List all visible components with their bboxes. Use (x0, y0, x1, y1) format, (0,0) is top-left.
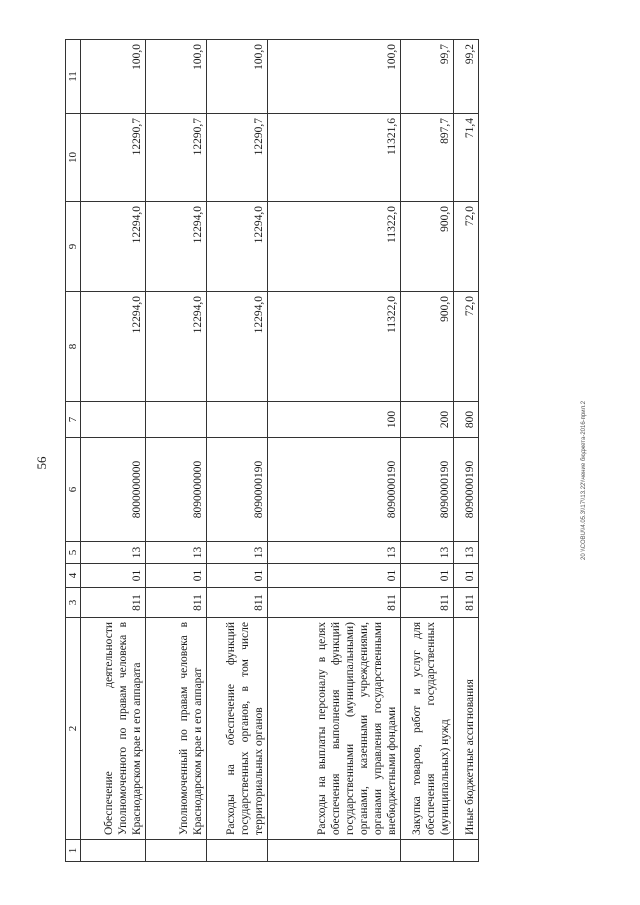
target-article-cell: 8000000000 (81, 438, 146, 542)
amount-cell: 11322,0 (268, 292, 401, 402)
description-cell: Уполномоченный по правам человека в Краснодарском крае и его аппарат (146, 618, 207, 840)
section-code-cell: 01 (207, 564, 268, 588)
amount-cell: 12290,7 (81, 114, 146, 202)
percent-cell: 100,0 (146, 40, 207, 114)
percent-cell: 99,7 (401, 40, 454, 114)
table-row (146, 40, 207, 862)
ministry-code-cell: 811 (401, 588, 454, 618)
row-number-cell (454, 840, 479, 862)
header-cell: 7 (66, 402, 81, 438)
ministry-code-cell: 811 (268, 588, 401, 618)
amount-cell: 12290,7 (207, 114, 268, 202)
percent-cell: 100,0 (81, 40, 146, 114)
amount-cell: 11321,6 (268, 114, 401, 202)
subsection-code-cell: 13 (268, 542, 401, 564)
header-cell: 5 (66, 542, 81, 564)
target-article-cell: 8090000190 (401, 438, 454, 542)
row-number-cell (207, 840, 268, 862)
amount-cell: 897,7 (401, 114, 454, 202)
subsection-code-cell: 13 (454, 542, 479, 564)
target-article-cell: 8090000190 (207, 438, 268, 542)
amount-cell: 12290,7 (146, 114, 207, 202)
amount-cell: 12294,0 (146, 202, 207, 292)
header-cell: 2 (66, 618, 81, 840)
target-article-cell: 8090000190 (268, 438, 401, 542)
ministry-code-cell: 811 (454, 588, 479, 618)
amount-cell: 900,0 (401, 202, 454, 292)
row-number-cell (401, 840, 454, 862)
subsection-code-cell: 13 (81, 542, 146, 564)
target-article-cell: 8090000000 (146, 438, 207, 542)
header-cell: 9 (66, 202, 81, 292)
subsection-code-cell: 13 (401, 542, 454, 564)
header-cell: 11 (66, 40, 81, 114)
header-cell: 6 (66, 438, 81, 542)
description-cell: Расходы на обеспечение функций государственных органов, в том числе территориальных органов (207, 618, 268, 840)
header-cell: 8 (66, 292, 81, 402)
expense-type-cell (146, 402, 207, 438)
amount-cell: 12294,0 (81, 202, 146, 292)
target-article-cell: 8090000190 (454, 438, 479, 542)
percent-cell: 100,0 (268, 40, 401, 114)
section-code-cell: 01 (268, 564, 401, 588)
description-cell: Расходы на выплаты персоналу в целях обеспечения выполнения функций государственными (муниципальными) органами, казенными учреждениями, органами управления государственными внебюджетными фондами (268, 618, 401, 840)
amount-cell: 12294,0 (81, 292, 146, 402)
section-code-cell: 01 (81, 564, 146, 588)
row-number-cell (268, 840, 401, 862)
header-cell: 3 (66, 588, 81, 618)
section-code-cell: 01 (146, 564, 207, 588)
row-number-cell (146, 840, 207, 862)
row-number-cell (81, 840, 146, 862)
amount-cell: 72,0 (454, 202, 479, 292)
subsection-code-cell: 13 (207, 542, 268, 564)
table-header-row (66, 40, 81, 862)
page-number: 56 (34, 456, 49, 470)
amount-cell: 12294,0 (146, 292, 207, 402)
expense-type-cell: 800 (454, 402, 479, 438)
table-row (81, 40, 146, 862)
ministry-code-cell: 811 (146, 588, 207, 618)
budget-table (65, 39, 479, 862)
amount-cell: 11322,0 (268, 202, 401, 292)
header-cell: 10 (66, 114, 81, 202)
expense-type-cell (81, 402, 146, 438)
budget-table-container (65, 42, 575, 862)
amount-cell: 71,4 (454, 114, 479, 202)
amount-cell: 12294,0 (207, 292, 268, 402)
amount-cell: 12294,0 (207, 202, 268, 292)
description-cell: Закупка товаров, работ и услуг для обеспечения государственных (муниципальных) нужд (401, 618, 454, 840)
description-cell: Иные бюджетные ассигнования (454, 618, 479, 840)
amount-cell: 72,0 (454, 292, 479, 402)
document-footer-path: 20 \\COBU\\4.05.3\\17\\13.22\\чение бюджета-2016-прил.2 (581, 400, 587, 560)
header-cell: 1 (66, 840, 81, 862)
percent-cell: 99,2 (454, 40, 479, 114)
ministry-code-cell: 811 (81, 588, 146, 618)
expense-type-cell: 200 (401, 402, 454, 438)
section-code-cell: 01 (401, 564, 454, 588)
header-cell: 4 (66, 564, 81, 588)
table-row (401, 40, 454, 862)
amount-cell: 900,0 (401, 292, 454, 402)
percent-cell: 100,0 (207, 40, 268, 114)
section-code-cell: 01 (454, 564, 479, 588)
subsection-code-cell: 13 (146, 542, 207, 564)
table-row (268, 40, 401, 862)
table-row (454, 40, 479, 862)
ministry-code-cell: 811 (207, 588, 268, 618)
table-row (207, 40, 268, 862)
description-cell: Обеспечение деятельности Уполномоченного по правам человека в Краснодарском крае и его аппарата (81, 618, 146, 840)
expense-type-cell: 100 (268, 402, 401, 438)
expense-type-cell (207, 402, 268, 438)
